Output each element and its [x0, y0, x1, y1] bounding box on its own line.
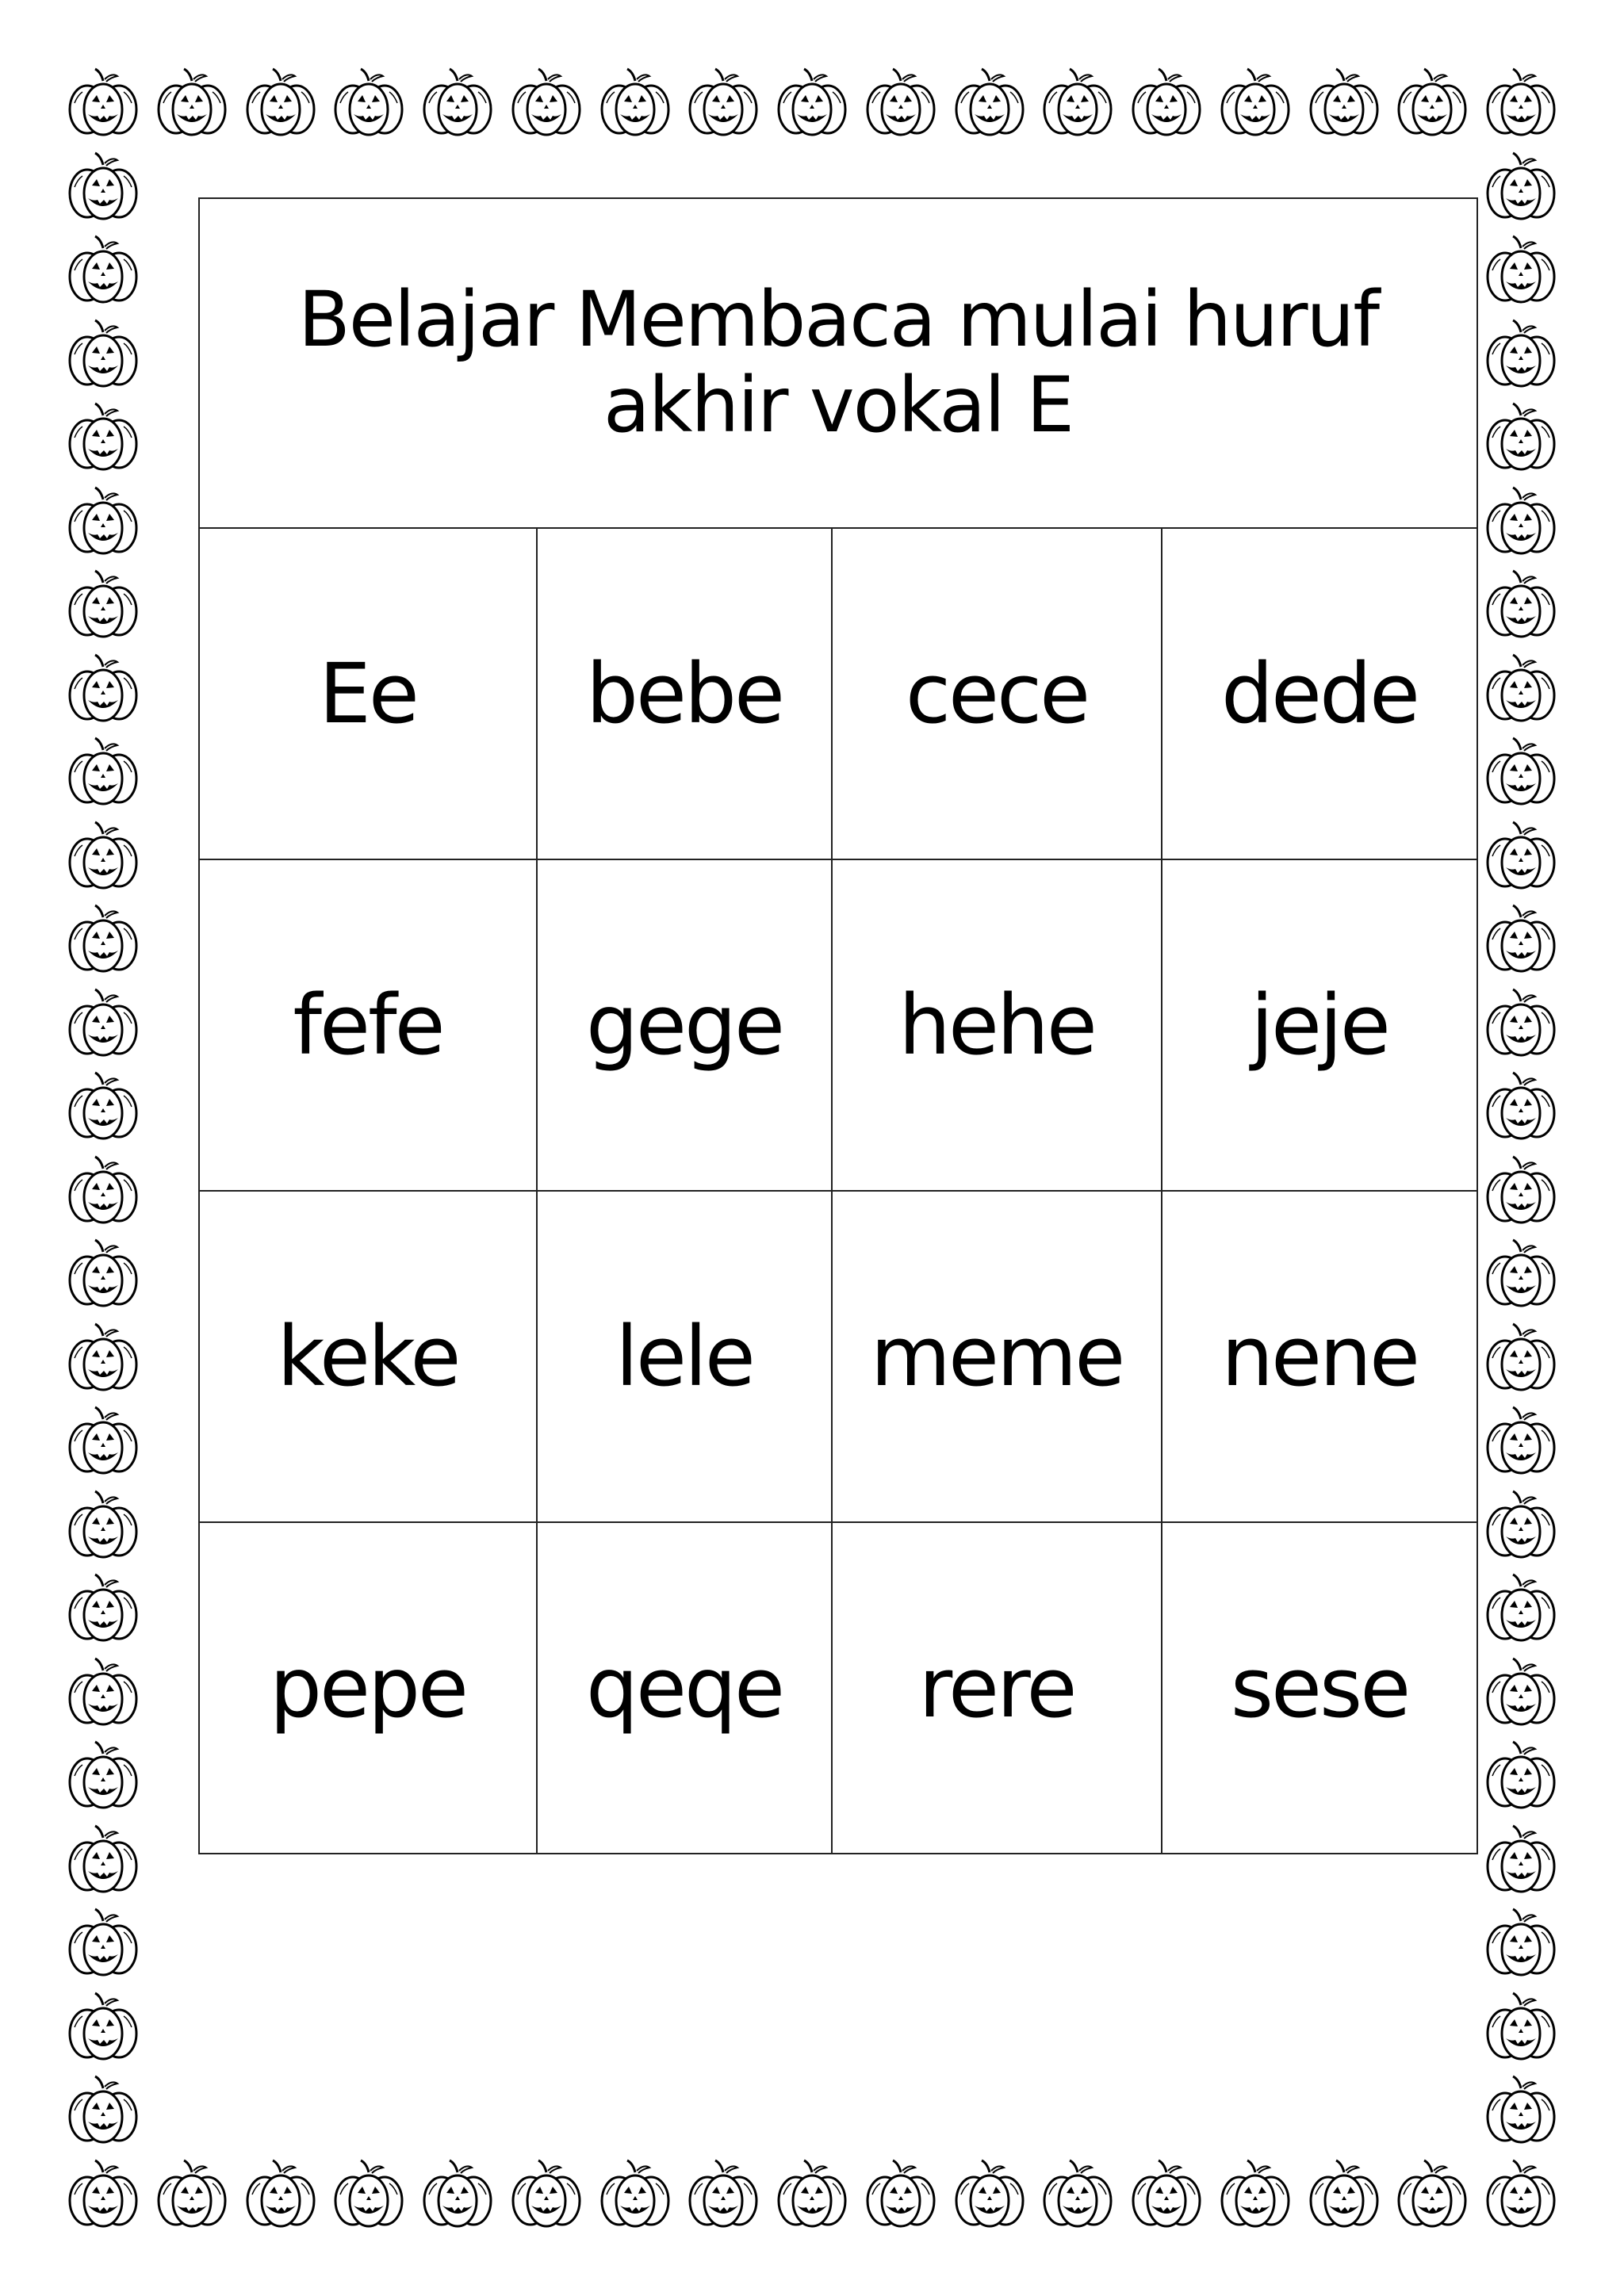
pumpkin-icon	[507, 63, 586, 143]
syllable-cell: nene	[1162, 1191, 1477, 1522]
syllable-cell: jeje	[1162, 859, 1477, 1191]
pumpkin-icon	[63, 2071, 143, 2150]
pumpkin-icon	[1481, 2071, 1561, 2150]
syllable-cell: qeqe	[537, 1522, 832, 1854]
pumpkin-icon	[1038, 63, 1117, 143]
pumpkin-icon	[1127, 63, 1206, 143]
syllable-cell: lele	[537, 1191, 832, 1522]
syllable-cell: dede	[1162, 528, 1477, 859]
pumpkin-icon	[63, 1653, 143, 1732]
pumpkin-icon	[63, 1904, 143, 1983]
pumpkin-icon	[329, 63, 408, 143]
syllable-cell: bebe	[537, 528, 832, 859]
pumpkin-icon	[63, 1067, 143, 1146]
pumpkin-icon	[1392, 2155, 1472, 2234]
pumpkin-icon	[1481, 1234, 1561, 1314]
pumpkin-icon	[1481, 1569, 1561, 1648]
pumpkin-icon	[63, 63, 143, 143]
pumpkin-icon	[1038, 2155, 1117, 2234]
pumpkin-icon	[63, 1569, 143, 1648]
syllable-cell: sese	[1162, 1522, 1477, 1854]
pumpkin-icon	[63, 900, 143, 979]
pumpkin-icon	[1127, 2155, 1206, 2234]
syllable-cell: keke	[199, 1191, 537, 1522]
pumpkin-icon	[1481, 900, 1561, 979]
syllable-cell: meme	[832, 1191, 1162, 1522]
pumpkin-icon	[1304, 2155, 1384, 2234]
syllable-cell: hehe	[832, 859, 1162, 1191]
pumpkin-icon	[1481, 817, 1561, 896]
pumpkin-icon	[1481, 1318, 1561, 1398]
pumpkin-icon	[63, 147, 143, 227]
pumpkin-icon	[1481, 733, 1561, 812]
syllable-cell: gege	[537, 859, 832, 1191]
pumpkin-icon	[63, 1736, 143, 1816]
pumpkin-icon	[63, 1820, 143, 1900]
pumpkin-icon	[63, 1151, 143, 1230]
pumpkin-icon	[63, 1402, 143, 1481]
pumpkin-icon	[772, 2155, 852, 2234]
pumpkin-icon	[63, 231, 143, 310]
pumpkin-icon	[1481, 649, 1561, 729]
pumpkin-icon	[950, 2155, 1029, 2234]
pumpkin-icon	[1481, 1820, 1561, 1900]
title-row	[199, 198, 1477, 528]
pumpkin-icon	[63, 1318, 143, 1398]
pumpkin-icon	[1481, 1988, 1561, 2067]
pumpkin-icon	[63, 817, 143, 896]
pumpkin-icon	[1216, 2155, 1295, 2234]
pumpkin-icon	[1481, 1067, 1561, 1146]
pumpkin-icon	[507, 2155, 586, 2234]
pumpkin-icon	[861, 2155, 940, 2234]
title-cell	[199, 198, 1477, 528]
pumpkin-icon	[1481, 2155, 1561, 2234]
pumpkin-icon	[1481, 1402, 1561, 1481]
worksheet-title-line-2: akhir vokal E	[603, 361, 1074, 450]
pumpkin-icon	[1481, 482, 1561, 561]
pumpkin-icon	[1304, 63, 1384, 143]
pumpkin-icon	[418, 2155, 497, 2234]
pumpkin-icon	[63, 984, 143, 1063]
pumpkin-icon	[63, 565, 143, 645]
syllable-row	[199, 1522, 1477, 1854]
pumpkin-icon	[63, 398, 143, 477]
pumpkin-icon	[1481, 231, 1561, 310]
pumpkin-icon	[1481, 1904, 1561, 1983]
pumpkin-icon	[1481, 1736, 1561, 1816]
pumpkin-icon	[1481, 315, 1561, 394]
pumpkin-icon	[63, 1486, 143, 1565]
pumpkin-icon	[1481, 1653, 1561, 1732]
pumpkin-icon	[1481, 147, 1561, 227]
syllable-cell: rere	[832, 1522, 1162, 1854]
pumpkin-icon	[1481, 984, 1561, 1063]
pumpkin-icon	[241, 63, 320, 143]
pumpkin-icon	[596, 2155, 675, 2234]
pumpkin-icon	[418, 63, 497, 143]
pumpkin-icon	[684, 63, 763, 143]
pumpkin-icon	[950, 63, 1029, 143]
pumpkin-icon	[1481, 1151, 1561, 1230]
pumpkin-icon	[63, 482, 143, 561]
pumpkin-icon	[63, 733, 143, 812]
syllable-table	[198, 197, 1478, 1854]
pumpkin-icon	[63, 315, 143, 394]
pumpkin-icon	[1481, 565, 1561, 645]
pumpkin-icon	[684, 2155, 763, 2234]
pumpkin-icon	[63, 1988, 143, 2067]
pumpkin-icon	[596, 63, 675, 143]
syllable-cell: Ee	[199, 528, 537, 859]
syllable-cell: cece	[832, 528, 1162, 859]
pumpkin-icon	[1481, 398, 1561, 477]
worksheet-title-line-1: Belajar Membaca mulai huruf	[298, 275, 1379, 365]
pumpkin-icon	[63, 649, 143, 729]
pumpkin-icon	[63, 1234, 143, 1314]
pumpkin-icon	[63, 2155, 143, 2234]
syllable-cell: pepe	[199, 1522, 537, 1854]
syllable-row	[199, 1191, 1477, 1522]
syllable-cell: fefe	[199, 859, 537, 1191]
syllable-row	[199, 859, 1477, 1191]
syllable-row	[199, 528, 1477, 859]
pumpkin-icon	[329, 2155, 408, 2234]
pumpkin-icon	[1216, 63, 1295, 143]
pumpkin-icon	[1481, 63, 1561, 143]
pumpkin-icon	[1392, 63, 1472, 143]
pumpkin-icon	[241, 2155, 320, 2234]
pumpkin-icon	[152, 63, 232, 143]
pumpkin-icon	[772, 63, 852, 143]
pumpkin-icon	[861, 63, 940, 143]
pumpkin-icon	[1481, 1486, 1561, 1565]
pumpkin-icon	[152, 2155, 232, 2234]
